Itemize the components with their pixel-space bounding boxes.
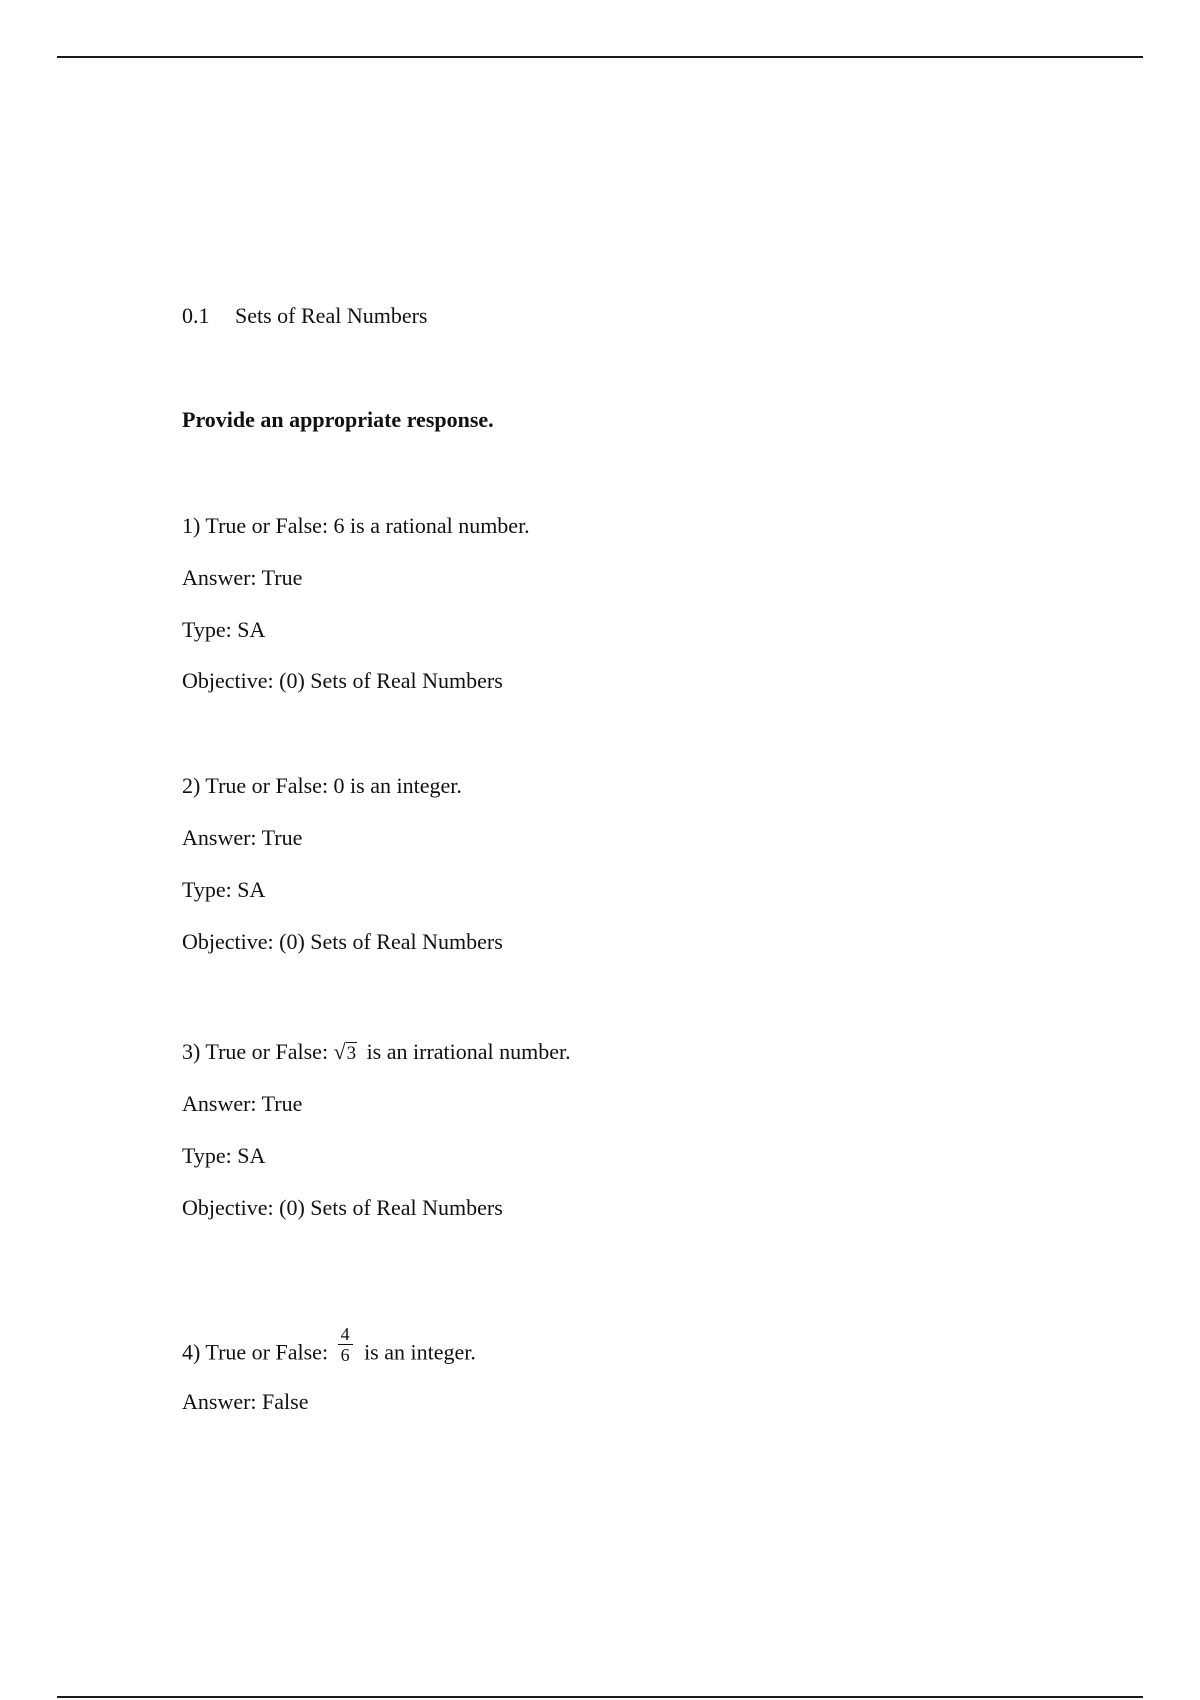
bottom-rule xyxy=(57,1696,1143,1698)
question-1-type: Type: SA xyxy=(182,617,266,642)
question-2-objective: Objective: (0) Sets of Real Numbers xyxy=(182,929,503,954)
question-1-prompt: 1) True or False: 6 is a rational number. xyxy=(182,513,530,538)
fraction-numerator: 4 xyxy=(338,1324,353,1345)
fraction-denominator: 6 xyxy=(340,1345,350,1365)
question-2-answer: Answer: True xyxy=(182,825,303,850)
section-heading xyxy=(182,303,427,329)
question-4-prompt xyxy=(182,1324,476,1375)
fraction-expression xyxy=(338,1324,353,1365)
question-1-answer: Answer: True xyxy=(182,565,303,590)
question-3-prompt-suffix: is an irrational number. xyxy=(361,1039,571,1064)
question-3-prompt xyxy=(182,1039,571,1067)
question-4-answer: Answer: False xyxy=(182,1389,309,1414)
square-root-expression xyxy=(334,1040,358,1067)
question-4-prompt-prefix: 4) True or False: xyxy=(182,1339,334,1365)
section-number: 0.1 xyxy=(182,303,210,328)
question-3-type: Type: SA xyxy=(182,1143,266,1168)
question-3-objective: Objective: (0) Sets of Real Numbers xyxy=(182,1195,503,1220)
question-3-answer: Answer: True xyxy=(182,1091,303,1116)
radicand: 3 xyxy=(346,1043,357,1064)
question-2-prompt: 2) True or False: 0 is an integer. xyxy=(182,773,462,798)
top-rule xyxy=(57,56,1143,58)
question-4-prompt-suffix: is an integer. xyxy=(358,1339,476,1365)
radical-sign: √ xyxy=(333,1039,346,1064)
question-2-type: Type: SA xyxy=(182,877,266,902)
instruction-heading: Provide an appropriate response. xyxy=(182,407,494,432)
section-title: Sets of Real Numbers xyxy=(235,303,428,328)
question-1-objective: Objective: (0) Sets of Real Numbers xyxy=(182,668,503,693)
question-3-prompt-prefix: 3) True or False: xyxy=(182,1039,334,1064)
